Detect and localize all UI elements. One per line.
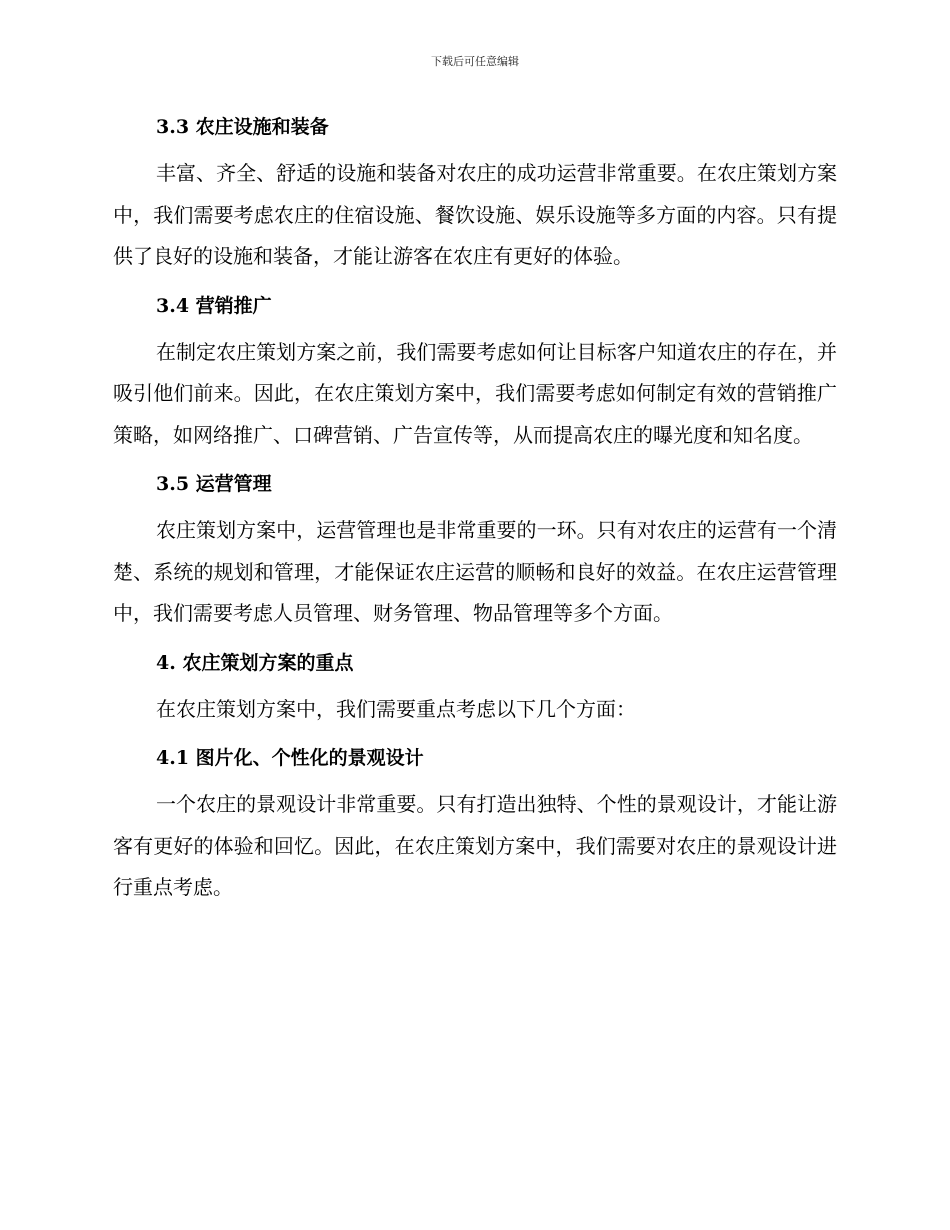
section-heading-4: 4. 农庄策划方案的重点 bbox=[156, 651, 354, 674]
section-paragraph-3-4: 在制定农庄策划方案之前，我们需要考虑如何让目标客户知道农庄的存在，并吸引他们前来。因此，在农庄策划方案中，我们需要考虑如何制定有效的营销推广策略，如网络推广、口碑营销、广告宣传等，从而提高农庄的曝光度和知名度。 bbox=[113, 339, 837, 447]
document-body bbox=[113, 112, 837, 909]
section-paragraph-3-3: 丰富、齐全、舒适的设施和装备对农庄的成功运营非常重要。在农庄策划方案中，我们需要考虑农庄的住宿设施、餐饮设施、娱乐设施等多方面的内容。只有提供了良好的设施和装备，才能让游客在农庄有更好的体验。 bbox=[113, 161, 837, 268]
page-header: 下载后可任意编辑 bbox=[431, 55, 519, 68]
section-heading-3-4: 3.4 营销推广 bbox=[156, 294, 272, 317]
section-heading-4-1: 4.1 图片化、个性化的景观设计 bbox=[156, 747, 424, 769]
section-heading-3-3: 3.3 农庄设施和装备 bbox=[156, 116, 329, 138]
section-heading-3-5: 3.5 运营管理 bbox=[156, 473, 272, 495]
section-paragraph-4: 在农庄策划方案中，我们需要重点考虑以下几个方面： bbox=[156, 696, 636, 721]
section-paragraph-3-5: 农庄策划方案中，运营管理也是非常重要的一环。只有对农庄的运营有一个清楚、系统的规划和管理，才能保证农庄运营的顺畅和良好的效益。在农庄运营管理中，我们需要考虑人员管理、财务管理、物品管理等多个方面。 bbox=[113, 518, 837, 625]
section-paragraph-4-1: 一个农庄的景观设计非常重要。只有打造出独特、个性的景观设计，才能让游客有更好的体验和回忆。因此，在农庄策划方案中，我们需要对农庄的景观设计进行重点考虑。 bbox=[113, 792, 837, 899]
